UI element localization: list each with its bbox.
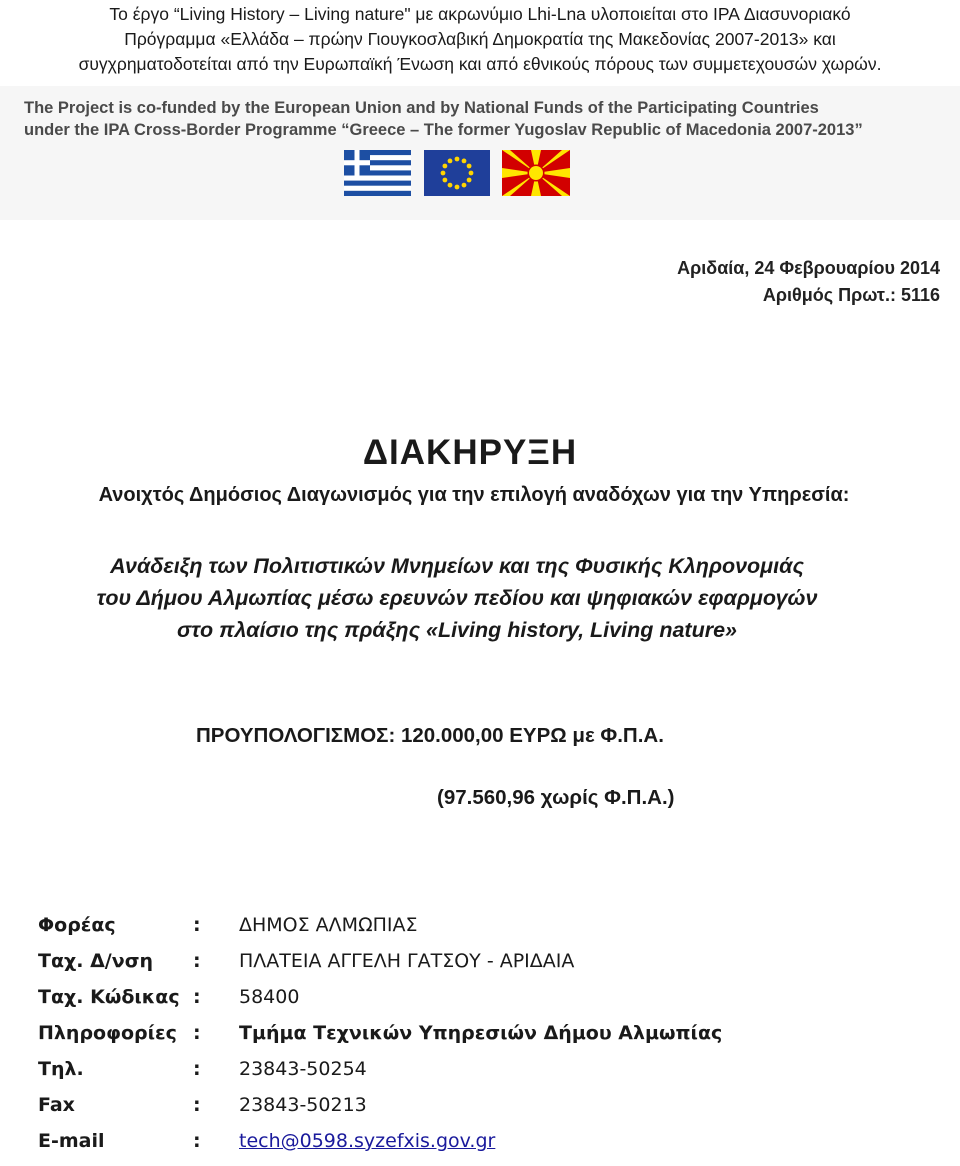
service-description	[0, 550, 914, 646]
info-value: 23843-50254	[239, 1058, 367, 1080]
intro-line: Το έργο “Living History – Living nature" με ακρωνύμιο Lhi-Lna υλοποιείται στο IPA Διασυνοριακό	[109, 4, 851, 24]
info-value: 23843-50213	[239, 1094, 367, 1116]
document-title: ΔΙΑΚΗΡΥΞΗ	[362, 433, 578, 472]
info-label: Ταχ. Δ/νση	[38, 950, 154, 972]
info-label: Φορέας	[38, 914, 116, 936]
info-colon: :	[193, 950, 201, 972]
banner-line: under the IPA Cross-Border Programme “Greece – The former Yugoslav Republic of Macedonia 2007-2013”	[24, 121, 863, 139]
service-line: του Δήμου Αλμωπίας μέσω ερευνών πεδίου και ψηφιακών εφαρμογών	[96, 586, 818, 610]
budget-net: (97.560,96 χωρίς Φ.Π.Α.)	[437, 786, 675, 809]
cofunding-banner	[0, 86, 960, 220]
service-line: Ανάδειξη των Πολιτιστικών Μνημείων και της Φυσικής Κληρονομιάς	[110, 554, 804, 578]
banner-line: The Project is co-funded by the European Union and by National Funds of the Participating Countries	[24, 99, 819, 117]
email-link[interactable]: tech@0598.syzefxis.gov.gr	[239, 1130, 496, 1152]
macedonia-flag	[502, 150, 570, 196]
info-label: Πληροφορίες	[38, 1022, 177, 1044]
intro-line: συγχρηματοδοτείται από την Ευρωπαϊκή Ένωση και από εθνικούς πόρους των συμμετεχουσών χωρών.	[78, 54, 882, 74]
funding-intro	[0, 2, 960, 77]
service-line: στο πλαίσιο της πράξης «Living history, Living nature»	[177, 618, 737, 642]
info-colon: :	[193, 986, 201, 1008]
place-date: Αριδαία, 24 Φεβρουαρίου 2014	[677, 258, 940, 278]
info-colon: :	[193, 1130, 201, 1152]
intro-line: Πρόγραμμα «Ελλάδα – πρώην Γιουγκοσλαβική Δημοκρατία της Μακεδονίας 2007-2013» και	[124, 29, 836, 49]
email-value	[239, 1130, 495, 1152]
eu-flag	[424, 150, 490, 196]
info-colon: :	[193, 1094, 201, 1116]
info-value: ΠΛΑΤΕΙΑ ΑΓΓΕΛΗ ΓΑΤΣΟΥ - ΑΡΙΔΑΙΑ	[239, 950, 575, 972]
info-value: ΔΗΜΟΣ ΑΛΜΩΠΙΑΣ	[239, 914, 418, 936]
info-colon: :	[193, 1022, 201, 1044]
greece-flag	[344, 150, 411, 196]
info-colon: :	[193, 1058, 201, 1080]
budget-total: ΠΡΟΥΠΟΛΟΓΙΣΜΟΣ: 120.000,00 ΕΥΡΩ με Φ.Π.Α.	[196, 724, 664, 747]
info-colon: :	[193, 914, 201, 936]
protocol-number: Αριθμός Πρωτ.: 5116	[762, 285, 940, 305]
info-label: Fax	[38, 1094, 75, 1116]
info-label: E-mail	[38, 1130, 105, 1152]
info-value: Τμήμα Τεχνικών Υπηρεσιών Δήμου Αλμωπίας	[239, 1022, 723, 1044]
document-subtitle: Ανοιχτός Δημόσιος Διαγωνισμός για την επιλογή αναδόχων για την Υπηρεσία:	[98, 484, 850, 506]
info-value: 58400	[239, 986, 300, 1008]
info-label: Τηλ.	[38, 1058, 84, 1080]
info-label: Ταχ. Κώδικας	[38, 986, 180, 1008]
